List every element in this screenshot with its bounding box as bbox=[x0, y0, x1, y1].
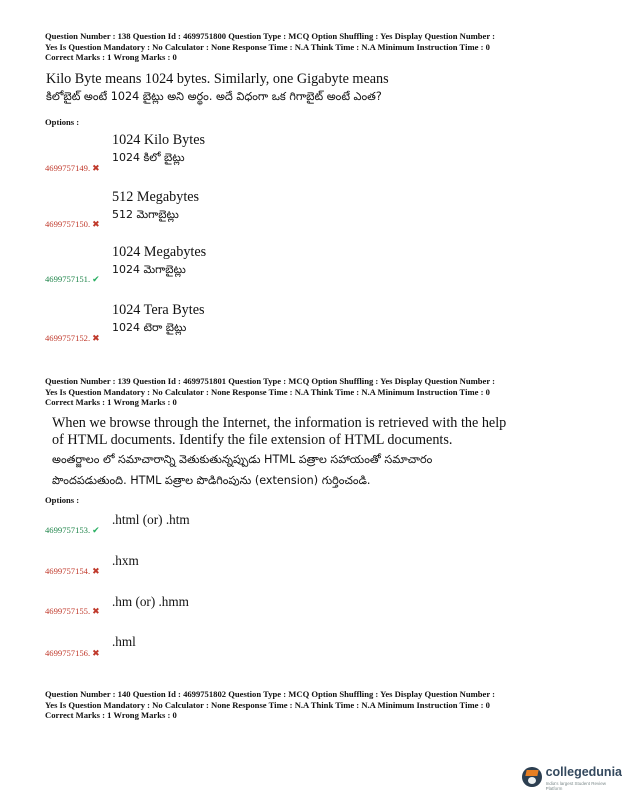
options-label: Options : bbox=[45, 117, 80, 127]
option-text bbox=[112, 302, 205, 336]
wrong-mark-icon: ✖ bbox=[92, 649, 100, 659]
option-text bbox=[112, 593, 189, 610]
question-text-en: Kilo Byte means 1024 bytes. Similarly, one Gigabyte means bbox=[46, 71, 389, 87]
option-text bbox=[112, 132, 205, 166]
question-meta-line1: Question Number : 139 Question Id : 4699751801 Question Type : MCQ Option Shuffling : Yes Display Question Number : bbox=[45, 376, 496, 386]
option-text bbox=[112, 189, 199, 223]
question-meta-line2: Yes Is Question Mandatory : No Calculator : None Response Time : N.A Think Time : N.A Minimum Instruction Time : 0 bbox=[45, 386, 490, 397]
option-id bbox=[45, 219, 100, 230]
question-text-te: కిలోబైట్ అంటే 1024 బైట్లు అని అర్థం. అదే విధంగా ఒక గిగాబైట్ అంటే ఎంత? bbox=[46, 90, 382, 103]
option-id bbox=[45, 274, 100, 285]
option-text bbox=[112, 244, 206, 278]
collegedunia-logo bbox=[522, 763, 622, 791]
check-mark-icon: ✔ bbox=[92, 275, 100, 285]
option-text-en: .hm (or) .hmm bbox=[112, 594, 189, 609]
option-id-number: 4699757151. bbox=[45, 274, 91, 284]
option-text-en: 1024 Tera Bytes bbox=[112, 302, 205, 318]
wrong-mark-icon: ✖ bbox=[92, 567, 100, 577]
option-text-en: 512 Megabytes bbox=[112, 189, 200, 205]
option-id-number: 4699757149. bbox=[45, 163, 91, 173]
option-text-te: 1024 టెరా బైట్లు bbox=[112, 321, 187, 334]
option-text-en: .hxm bbox=[112, 553, 139, 568]
option-id-number: 4699757154. bbox=[45, 566, 91, 576]
option-id bbox=[45, 606, 100, 617]
question-139-meta bbox=[45, 376, 565, 408]
question-marks: Correct Marks : 1 Wrong Marks : 0 bbox=[45, 710, 177, 720]
question-138-meta bbox=[45, 31, 565, 63]
question-meta-line1: Question Number : 138 Question Id : 4699751800 Question Type : MCQ Option Shuffling : Yes Display Question Number : bbox=[45, 31, 496, 41]
question-meta-line1: Question Number : 140 Question Id : 4699751802 Question Type : MCQ Option Shuffling : Yes Display Question Number : bbox=[45, 689, 496, 699]
option-id-number: 4699757150. bbox=[45, 219, 91, 229]
wrong-mark-icon: ✖ bbox=[92, 334, 100, 344]
option-id bbox=[45, 163, 100, 174]
question-meta-line2: Yes Is Question Mandatory : No Calculator : None Response Time : N.A Think Time : N.A Minimum Instruction Time : 0 bbox=[45, 41, 490, 52]
graduation-cap-icon bbox=[522, 767, 542, 787]
option-text bbox=[112, 511, 190, 528]
option-text-en: 1024 Megabytes bbox=[112, 244, 207, 260]
option-id-number: 4699757155. bbox=[45, 606, 91, 616]
question-text-en-line2: of HTML documents. Identify the file extension of HTML documents. bbox=[52, 432, 453, 448]
option-text-te: 1024 మెగాబైట్లు bbox=[112, 263, 186, 276]
check-mark-icon: ✔ bbox=[92, 526, 100, 536]
question-138-text bbox=[46, 71, 389, 105]
logo-name: collegedunia bbox=[545, 765, 622, 779]
wrong-mark-icon: ✖ bbox=[92, 164, 100, 174]
wrong-mark-icon: ✖ bbox=[92, 220, 100, 230]
option-id-number: 4699757152. bbox=[45, 333, 91, 343]
option-id bbox=[45, 566, 100, 577]
question-marks: Correct Marks : 1 Wrong Marks : 0 bbox=[45, 397, 177, 407]
question-text-te-line2: పొందపడుతుంది. HTML పత్రాల పొడిగింపును (extension) గుర్తించండి. bbox=[52, 474, 371, 487]
option-text-en: .hml bbox=[112, 634, 136, 649]
question-140-meta bbox=[45, 689, 565, 721]
question-marks: Correct Marks : 1 Wrong Marks : 0 bbox=[45, 52, 177, 62]
wrong-mark-icon: ✖ bbox=[92, 607, 100, 617]
option-text-en: 1024 Kilo Bytes bbox=[112, 132, 206, 148]
question-meta-line2: Yes Is Question Mandatory : No Calculator : None Response Time : N.A Think Time : N.A Minimum Instruction Time : 0 bbox=[45, 699, 490, 710]
option-text bbox=[112, 633, 136, 650]
option-text bbox=[112, 552, 139, 569]
question-139-text bbox=[52, 415, 506, 490]
options-label: Options : bbox=[45, 495, 80, 505]
option-id-number: 4699757156. bbox=[45, 648, 91, 658]
option-id bbox=[45, 525, 100, 536]
question-text-en-line1: When we browse through the Internet, the information is retrieved with the help bbox=[52, 415, 507, 431]
logo-tagline: India's largest Student Review Platform bbox=[545, 781, 606, 791]
option-id bbox=[45, 333, 100, 344]
option-text-te: 1024 కిలో బైట్లు bbox=[112, 151, 185, 164]
option-id bbox=[45, 648, 100, 659]
question-text-te-line1: అంతర్జాలం లో సమాచారాన్ని వెతుకుతున్నప్పుడు HTML పత్రాల సహాయంతో సమాచారం bbox=[52, 453, 433, 466]
logo-wordmark bbox=[546, 763, 622, 791]
option-text-en: .html (or) .htm bbox=[112, 512, 190, 527]
option-text-te: 512 మెగాబైట్లు bbox=[112, 208, 179, 221]
option-id-number: 4699757153. bbox=[45, 525, 91, 535]
